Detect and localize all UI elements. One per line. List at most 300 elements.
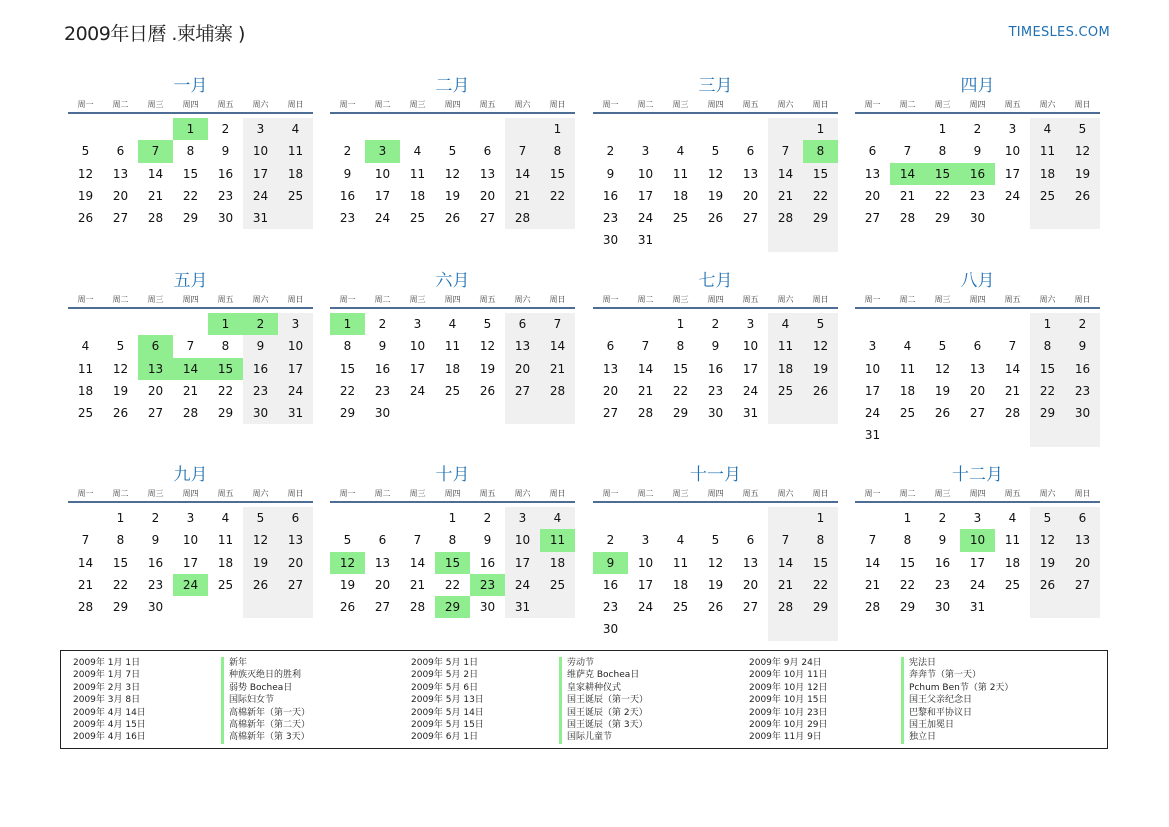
calendar-day[interactable]: 14 xyxy=(864,555,881,570)
calendar-day[interactable]: 17 xyxy=(278,358,313,380)
calendar-day[interactable]: 26 xyxy=(934,406,951,421)
calendar-day[interactable]: 19 xyxy=(707,188,724,203)
calendar-day[interactable]: 29 xyxy=(934,211,951,226)
calendar-day[interactable]: 29 xyxy=(1030,402,1065,424)
calendar-day[interactable]: 12 xyxy=(707,166,724,181)
calendar-day[interactable]: 16 xyxy=(707,361,724,376)
calendar-day[interactable]: 20 xyxy=(742,577,759,592)
calendar-day[interactable]: 3 xyxy=(868,339,877,354)
calendar-day[interactable]: 23 xyxy=(1065,380,1100,402)
calendar-day[interactable]: 23 xyxy=(602,600,619,615)
calendar-day[interactable]: 25 xyxy=(899,406,916,421)
calendar-day[interactable]: 6 xyxy=(746,144,755,159)
calendar-day[interactable]: 9 xyxy=(151,533,160,548)
calendar-day[interactable]: 3 xyxy=(746,317,755,331)
calendar-day[interactable]: 11 xyxy=(672,166,689,181)
calendar-day[interactable]: 4 xyxy=(540,507,575,529)
calendar-day[interactable]: 23 xyxy=(707,383,724,398)
calendar-day[interactable]: 1 xyxy=(803,507,838,529)
calendar-day[interactable]: 2 xyxy=(606,533,615,548)
holiday-day[interactable]: 9 xyxy=(593,552,628,574)
calendar-day[interactable]: 30 xyxy=(1065,402,1100,424)
calendar-day[interactable]: 25 xyxy=(409,211,426,226)
calendar-day[interactable]: 22 xyxy=(899,577,916,592)
calendar-day[interactable]: 3 xyxy=(278,313,313,335)
calendar-day[interactable]: 20 xyxy=(278,552,313,574)
calendar-day[interactable]: 17 xyxy=(243,163,278,185)
calendar-day[interactable]: 14 xyxy=(637,361,654,376)
calendar-day[interactable]: 14 xyxy=(768,163,803,185)
calendar-day[interactable]: 11 xyxy=(278,140,313,162)
calendar-day[interactable]: 3 xyxy=(641,533,650,548)
calendar-day[interactable]: 2 xyxy=(711,317,720,331)
calendar-day[interactable]: 18 xyxy=(409,188,426,203)
calendar-day[interactable]: 3 xyxy=(1008,122,1017,136)
calendar-day[interactable]: 2 xyxy=(378,317,387,331)
calendar-day[interactable]: 1 xyxy=(676,317,685,331)
calendar-day[interactable]: 22 xyxy=(444,577,461,592)
calendar-day[interactable]: 17 xyxy=(864,383,881,398)
calendar-day[interactable]: 1 xyxy=(448,511,457,525)
calendar-day[interactable]: 27 xyxy=(742,600,759,615)
calendar-day[interactable]: 6 xyxy=(1065,507,1100,529)
calendar-day[interactable]: 4 xyxy=(81,339,90,354)
calendar-day[interactable]: 31 xyxy=(742,406,759,421)
calendar-day[interactable]: 7 xyxy=(768,529,803,551)
calendar-day[interactable]: 28 xyxy=(147,211,164,226)
holiday-day[interactable]: 14 xyxy=(173,358,208,380)
calendar-day[interactable]: 21 xyxy=(505,185,540,207)
calendar-day[interactable]: 30 xyxy=(969,211,986,226)
calendar-day[interactable]: 13 xyxy=(479,166,496,181)
calendar-day[interactable]: 11 xyxy=(672,555,689,570)
calendar-day[interactable]: 17 xyxy=(409,361,426,376)
holiday-day[interactable]: 10 xyxy=(960,529,995,551)
calendar-day[interactable]: 15 xyxy=(112,555,129,570)
calendar-day[interactable]: 9 xyxy=(483,533,492,548)
calendar-day[interactable]: 2 xyxy=(343,144,352,159)
calendar-day[interactable]: 3 xyxy=(243,118,278,140)
calendar-day[interactable]: 17 xyxy=(637,577,654,592)
calendar-day[interactable]: 5 xyxy=(1065,118,1100,140)
calendar-day[interactable]: 9 xyxy=(1065,335,1100,357)
calendar-day[interactable]: 21 xyxy=(77,577,94,592)
calendar-day[interactable]: 29 xyxy=(339,406,356,421)
calendar-day[interactable]: 19 xyxy=(479,361,496,376)
calendar-day[interactable]: 19 xyxy=(444,188,461,203)
calendar-day[interactable]: 22 xyxy=(339,383,356,398)
calendar-day[interactable]: 3 xyxy=(505,507,540,529)
calendar-day[interactable]: 13 xyxy=(505,335,540,357)
holiday-day[interactable]: 12 xyxy=(330,552,365,574)
holiday-day[interactable]: 1 xyxy=(208,313,243,335)
calendar-day[interactable]: 22 xyxy=(217,383,234,398)
calendar-day[interactable]: 17 xyxy=(182,555,199,570)
calendar-day[interactable]: 26 xyxy=(112,406,129,421)
calendar-day[interactable]: 5 xyxy=(343,533,352,548)
calendar-day[interactable]: 7 xyxy=(505,140,540,162)
calendar-day[interactable]: 23 xyxy=(147,577,164,592)
calendar-day[interactable]: 6 xyxy=(116,144,125,159)
calendar-day[interactable]: 8 xyxy=(448,533,457,548)
calendar-day[interactable]: 14 xyxy=(540,335,575,357)
calendar-day[interactable]: 14 xyxy=(1004,361,1021,376)
calendar-day[interactable]: 23 xyxy=(934,577,951,592)
calendar-day[interactable]: 19 xyxy=(803,358,838,380)
calendar-day[interactable]: 27 xyxy=(864,211,881,226)
calendar-day[interactable]: 8 xyxy=(676,339,685,354)
calendar-day[interactable]: 3 xyxy=(973,511,982,525)
calendar-day[interactable]: 5 xyxy=(243,507,278,529)
calendar-day[interactable]: 19 xyxy=(339,577,356,592)
calendar-day[interactable]: 8 xyxy=(903,533,912,548)
calendar-day[interactable]: 13 xyxy=(602,361,619,376)
calendar-day[interactable]: 21 xyxy=(899,188,916,203)
calendar-day[interactable]: 26 xyxy=(339,600,356,615)
calendar-day[interactable]: 24 xyxy=(1004,188,1021,203)
calendar-day[interactable]: 19 xyxy=(1030,552,1065,574)
calendar-day[interactable]: 11 xyxy=(217,533,234,548)
calendar-day[interactable]: 5 xyxy=(483,317,492,331)
calendar-day[interactable]: 23 xyxy=(243,380,278,402)
calendar-day[interactable]: 10 xyxy=(243,140,278,162)
calendar-day[interactable]: 23 xyxy=(969,188,986,203)
calendar-day[interactable]: 2 xyxy=(483,511,492,525)
holiday-day[interactable]: 11 xyxy=(540,529,575,551)
calendar-day[interactable]: 4 xyxy=(448,317,457,331)
calendar-day[interactable]: 26 xyxy=(707,211,724,226)
calendar-day[interactable]: 7 xyxy=(186,339,195,354)
calendar-day[interactable]: 30 xyxy=(602,233,619,248)
calendar-day[interactable]: 2 xyxy=(221,122,230,136)
calendar-day[interactable]: 2 xyxy=(938,511,947,525)
calendar-day[interactable]: 18 xyxy=(540,552,575,574)
calendar-day[interactable]: 7 xyxy=(413,533,422,548)
calendar-day[interactable]: 20 xyxy=(374,577,391,592)
calendar-day[interactable]: 9 xyxy=(343,166,352,181)
calendar-day[interactable]: 25 xyxy=(540,574,575,596)
calendar-day[interactable]: 22 xyxy=(1030,380,1065,402)
calendar-day[interactable]: 11 xyxy=(409,166,426,181)
calendar-day[interactable]: 22 xyxy=(803,185,838,207)
calendar-day[interactable]: 1 xyxy=(116,511,125,525)
calendar-day[interactable]: 5 xyxy=(938,339,947,354)
calendar-day[interactable]: 5 xyxy=(711,144,720,159)
calendar-day[interactable]: 17 xyxy=(374,188,391,203)
calendar-day[interactable]: 10 xyxy=(637,166,654,181)
calendar-day[interactable]: 28 xyxy=(182,406,199,421)
calendar-day[interactable]: 28 xyxy=(637,406,654,421)
holiday-day[interactable]: 24 xyxy=(173,574,208,596)
calendar-day[interactable]: 6 xyxy=(483,144,492,159)
calendar-day[interactable]: 12 xyxy=(1065,140,1100,162)
calendar-day[interactable]: 29 xyxy=(182,211,199,226)
calendar-day[interactable]: 8 xyxy=(221,339,230,354)
calendar-day[interactable]: 28 xyxy=(1004,406,1021,421)
holiday-day[interactable]: 16 xyxy=(960,163,995,185)
calendar-day[interactable]: 27 xyxy=(505,380,540,402)
calendar-day[interactable]: 18 xyxy=(672,577,689,592)
calendar-day[interactable]: 13 xyxy=(969,361,986,376)
calendar-day[interactable]: 26 xyxy=(1065,185,1100,207)
calendar-day[interactable]: 29 xyxy=(803,207,838,229)
calendar-day[interactable]: 4 xyxy=(1008,511,1017,525)
calendar-day[interactable]: 15 xyxy=(672,361,689,376)
calendar-day[interactable]: 6 xyxy=(278,507,313,529)
calendar-day[interactable]: 1 xyxy=(803,118,838,140)
calendar-day[interactable]: 7 xyxy=(641,339,650,354)
holiday-day[interactable]: 15 xyxy=(925,163,960,185)
calendar-day[interactable]: 25 xyxy=(77,406,94,421)
calendar-day[interactable]: 2 xyxy=(1065,313,1100,335)
calendar-day[interactable]: 1 xyxy=(540,118,575,140)
calendar-day[interactable]: 20 xyxy=(1065,552,1100,574)
calendar-day[interactable]: 2 xyxy=(606,144,615,159)
calendar-day[interactable]: 30 xyxy=(374,406,391,421)
calendar-day[interactable]: 20 xyxy=(112,188,129,203)
calendar-day[interactable]: 30 xyxy=(217,211,234,226)
calendar-day[interactable]: 6 xyxy=(606,339,615,354)
calendar-day[interactable]: 23 xyxy=(339,211,356,226)
calendar-day[interactable]: 29 xyxy=(803,596,838,618)
calendar-day[interactable]: 27 xyxy=(1065,574,1100,596)
calendar-day[interactable]: 18 xyxy=(899,383,916,398)
calendar-day[interactable]: 24 xyxy=(637,211,654,226)
calendar-day[interactable]: 8 xyxy=(540,140,575,162)
calendar-day[interactable]: 4 xyxy=(768,313,803,335)
calendar-day[interactable]: 19 xyxy=(707,577,724,592)
holiday-day[interactable]: 6 xyxy=(138,335,173,357)
calendar-day[interactable]: 29 xyxy=(217,406,234,421)
calendar-day[interactable]: 11 xyxy=(1030,140,1065,162)
calendar-day[interactable]: 1 xyxy=(903,511,912,525)
calendar-day[interactable]: 12 xyxy=(77,166,94,181)
calendar-day[interactable]: 27 xyxy=(602,406,619,421)
calendar-day[interactable]: 23 xyxy=(602,211,619,226)
calendar-day[interactable]: 13 xyxy=(374,555,391,570)
calendar-day[interactable]: 15 xyxy=(803,163,838,185)
calendar-day[interactable]: 12 xyxy=(479,339,496,354)
calendar-day[interactable]: 5 xyxy=(711,533,720,548)
calendar-day[interactable]: 18 xyxy=(768,358,803,380)
calendar-day[interactable]: 12 xyxy=(444,166,461,181)
calendar-day[interactable]: 16 xyxy=(374,361,391,376)
calendar-day[interactable]: 8 xyxy=(343,339,352,354)
calendar-day[interactable]: 27 xyxy=(479,211,496,226)
calendar-day[interactable]: 30 xyxy=(243,402,278,424)
calendar-day[interactable]: 27 xyxy=(969,406,986,421)
calendar-day[interactable]: 9 xyxy=(221,144,230,159)
calendar-day[interactable]: 19 xyxy=(243,552,278,574)
calendar-day[interactable]: 1 xyxy=(1030,313,1065,335)
calendar-day[interactable]: 12 xyxy=(112,361,129,376)
calendar-day[interactable]: 2 xyxy=(973,122,982,136)
calendar-day[interactable]: 4 xyxy=(413,144,422,159)
calendar-day[interactable]: 8 xyxy=(186,144,195,159)
calendar-day[interactable]: 7 xyxy=(540,313,575,335)
calendar-day[interactable]: 18 xyxy=(217,555,234,570)
calendar-day[interactable]: 24 xyxy=(969,577,986,592)
calendar-day[interactable]: 16 xyxy=(1065,358,1100,380)
calendar-day[interactable]: 4 xyxy=(676,144,685,159)
calendar-day[interactable]: 3 xyxy=(186,511,195,525)
calendar-day[interactable]: 6 xyxy=(746,533,755,548)
calendar-day[interactable]: 30 xyxy=(707,406,724,421)
calendar-day[interactable]: 21 xyxy=(1004,383,1021,398)
calendar-day[interactable]: 4 xyxy=(676,533,685,548)
calendar-day[interactable]: 19 xyxy=(112,383,129,398)
calendar-day[interactable]: 27 xyxy=(278,574,313,596)
calendar-day[interactable]: 25 xyxy=(672,211,689,226)
calendar-day[interactable]: 6 xyxy=(868,144,877,159)
calendar-day[interactable]: 10 xyxy=(374,166,391,181)
calendar-day[interactable]: 16 xyxy=(602,188,619,203)
calendar-day[interactable]: 13 xyxy=(742,555,759,570)
calendar-day[interactable]: 23 xyxy=(217,188,234,203)
holiday-day[interactable]: 15 xyxy=(435,552,470,574)
calendar-day[interactable]: 18 xyxy=(672,188,689,203)
calendar-day[interactable]: 15 xyxy=(899,555,916,570)
calendar-day[interactable]: 5 xyxy=(81,144,90,159)
calendar-day[interactable]: 30 xyxy=(479,600,496,615)
calendar-day[interactable]: 24 xyxy=(243,185,278,207)
calendar-day[interactable]: 21 xyxy=(637,383,654,398)
calendar-day[interactable]: 8 xyxy=(803,529,838,551)
calendar-day[interactable]: 21 xyxy=(864,577,881,592)
calendar-day[interactable]: 31 xyxy=(864,428,881,443)
calendar-day[interactable]: 25 xyxy=(1004,577,1021,592)
calendar-day[interactable]: 21 xyxy=(182,383,199,398)
calendar-day[interactable]: 24 xyxy=(742,383,759,398)
calendar-day[interactable]: 10 xyxy=(864,361,881,376)
holiday-day[interactable]: 1 xyxy=(330,313,365,335)
calendar-day[interactable]: 14 xyxy=(147,166,164,181)
calendar-day[interactable]: 28 xyxy=(864,600,881,615)
calendar-day[interactable]: 21 xyxy=(768,185,803,207)
holiday-day[interactable]: 7 xyxy=(138,140,173,162)
calendar-day[interactable]: 9 xyxy=(378,339,387,354)
holiday-day[interactable]: 29 xyxy=(435,596,470,618)
calendar-day[interactable]: 31 xyxy=(278,402,313,424)
calendar-day[interactable]: 11 xyxy=(899,361,916,376)
calendar-day[interactable]: 18 xyxy=(1030,163,1065,185)
calendar-day[interactable]: 20 xyxy=(505,358,540,380)
calendar-day[interactable]: 22 xyxy=(540,185,575,207)
calendar-day[interactable]: 5 xyxy=(448,144,457,159)
calendar-day[interactable]: 10 xyxy=(742,339,759,354)
calendar-day[interactable]: 24 xyxy=(505,574,540,596)
calendar-day[interactable]: 25 xyxy=(278,185,313,207)
calendar-day[interactable]: 28 xyxy=(540,380,575,402)
holiday-day[interactable]: 14 xyxy=(890,163,925,185)
calendar-day[interactable]: 11 xyxy=(77,361,94,376)
calendar-day[interactable]: 28 xyxy=(899,211,916,226)
calendar-day[interactable]: 9 xyxy=(711,339,720,354)
calendar-day[interactable]: 8 xyxy=(1030,335,1065,357)
calendar-day[interactable]: 16 xyxy=(479,555,496,570)
calendar-day[interactable]: 11 xyxy=(768,335,803,357)
calendar-day[interactable]: 15 xyxy=(540,163,575,185)
calendar-day[interactable]: 20 xyxy=(969,383,986,398)
calendar-day[interactable]: 2 xyxy=(151,511,160,525)
calendar-day[interactable]: 21 xyxy=(540,358,575,380)
calendar-day[interactable]: 26 xyxy=(803,380,838,402)
calendar-day[interactable]: 20 xyxy=(742,188,759,203)
calendar-day[interactable]: 14 xyxy=(768,552,803,574)
calendar-day[interactable]: 26 xyxy=(1030,574,1065,596)
calendar-day[interactable]: 25 xyxy=(217,577,234,592)
calendar-day[interactable]: 10 xyxy=(409,339,426,354)
calendar-day[interactable]: 12 xyxy=(934,361,951,376)
holiday-day[interactable]: 1 xyxy=(173,118,208,140)
calendar-day[interactable]: 31 xyxy=(243,207,278,229)
calendar-day[interactable]: 29 xyxy=(672,406,689,421)
calendar-day[interactable]: 14 xyxy=(409,555,426,570)
calendar-day[interactable]: 28 xyxy=(77,600,94,615)
calendar-day[interactable]: 8 xyxy=(116,533,125,548)
calendar-day[interactable]: 8 xyxy=(938,144,947,159)
calendar-day[interactable]: 9 xyxy=(243,335,278,357)
calendar-day[interactable]: 4 xyxy=(221,511,230,525)
calendar-day[interactable]: 13 xyxy=(112,166,129,181)
calendar-day[interactable]: 15 xyxy=(803,552,838,574)
calendar-day[interactable]: 20 xyxy=(602,383,619,398)
holiday-day[interactable]: 8 xyxy=(803,140,838,162)
calendar-day[interactable]: 10 xyxy=(505,529,540,551)
calendar-day[interactable]: 12 xyxy=(803,335,838,357)
calendar-day[interactable]: 20 xyxy=(479,188,496,203)
calendar-day[interactable]: 7 xyxy=(1008,339,1017,354)
calendar-day[interactable]: 22 xyxy=(803,574,838,596)
calendar-day[interactable]: 30 xyxy=(602,622,619,637)
calendar-day[interactable]: 19 xyxy=(934,383,951,398)
calendar-day[interactable]: 16 xyxy=(934,555,951,570)
calendar-day[interactable]: 14 xyxy=(77,555,94,570)
calendar-day[interactable]: 17 xyxy=(505,552,540,574)
calendar-day[interactable]: 13 xyxy=(1065,529,1100,551)
calendar-day[interactable]: 30 xyxy=(147,600,164,615)
calendar-day[interactable]: 22 xyxy=(112,577,129,592)
calendar-day[interactable]: 18 xyxy=(278,163,313,185)
calendar-day[interactable]: 24 xyxy=(374,211,391,226)
calendar-day[interactable]: 3 xyxy=(413,317,422,331)
calendar-day[interactable]: 13 xyxy=(864,166,881,181)
calendar-day[interactable]: 10 xyxy=(637,555,654,570)
calendar-day[interactable]: 24 xyxy=(637,600,654,615)
calendar-day[interactable]: 5 xyxy=(803,313,838,335)
calendar-day[interactable]: 26 xyxy=(77,211,94,226)
holiday-day[interactable]: 15 xyxy=(208,358,243,380)
calendar-day[interactable]: 17 xyxy=(1004,166,1021,181)
calendar-day[interactable]: 7 xyxy=(81,533,90,548)
calendar-day[interactable]: 20 xyxy=(864,188,881,203)
calendar-day[interactable]: 21 xyxy=(768,574,803,596)
calendar-day[interactable]: 12 xyxy=(1030,529,1065,551)
calendar-day[interactable]: 29 xyxy=(112,600,129,615)
calendar-day[interactable]: 26 xyxy=(243,574,278,596)
calendar-day[interactable]: 18 xyxy=(77,383,94,398)
calendar-day[interactable]: 27 xyxy=(742,211,759,226)
calendar-day[interactable]: 4 xyxy=(278,118,313,140)
calendar-day[interactable]: 31 xyxy=(637,233,654,248)
calendar-day[interactable]: 28 xyxy=(505,207,540,229)
calendar-day[interactable]: 10 xyxy=(278,335,313,357)
calendar-day[interactable]: 16 xyxy=(217,166,234,181)
calendar-day[interactable]: 15 xyxy=(1030,358,1065,380)
calendar-day[interactable]: 21 xyxy=(409,577,426,592)
calendar-day[interactable]: 6 xyxy=(505,313,540,335)
calendar-day[interactable]: 6 xyxy=(378,533,387,548)
